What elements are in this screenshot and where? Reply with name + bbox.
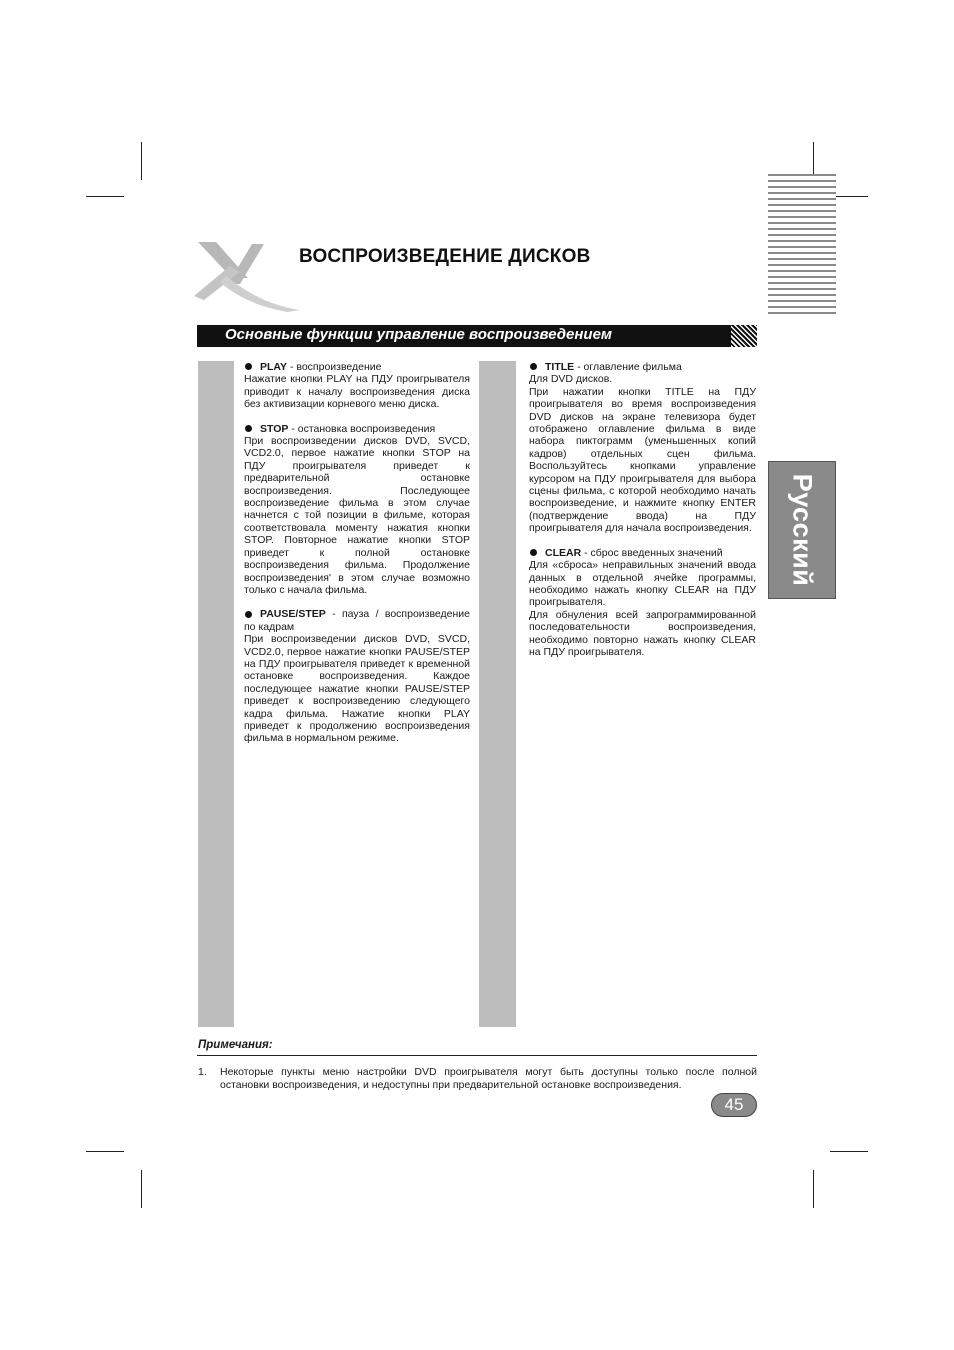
item-body: Нажатие кнопки PLAY на ПДУ проигрывателя приводит к началу воспроизведения диска без активизации корневого меню диска. [244, 373, 470, 411]
left-column [244, 361, 470, 757]
right-column-sidebar [479, 361, 516, 1027]
language-tab [768, 461, 836, 599]
crop-mark [813, 1170, 814, 1208]
item-subtitle: - сброс введенных значений [581, 546, 723, 559]
language-label: Русский [787, 473, 818, 587]
crop-mark [830, 1151, 868, 1152]
crop-mark [141, 142, 142, 180]
notes-divider [197, 1055, 757, 1056]
page-title: ВОСПРОИЗВЕДЕНИЕ ДИСКОВ [299, 246, 591, 267]
x-logo-icon [190, 236, 308, 314]
item-subtitle: - оглавление фильма [574, 361, 682, 373]
pause-step-item [244, 608, 470, 744]
item-keyword: TITLE [545, 361, 575, 373]
decorative-stripes [768, 174, 836, 316]
bullet-icon [245, 363, 252, 370]
crop-mark [86, 196, 124, 197]
left-column-sidebar [198, 361, 234, 1027]
item-subtitle: - воспроизведение [287, 361, 382, 373]
item-body: При воспроизведении дисков DVD, SVCD, VCD2.0, первое нажатие кнопки STOP на ПДУ проигрывателя приведет к предварительной остановке воспроизведения. Последующее воспроизведение фильма в этом случае начнется с той позиции в фильме, которая соответствовала моменту нажатия кнопки STOP. Повторное нажатие кнопки STOP приведет к полной остановке воспроизведения фильма. Продолжение воспроизведения' в этом случае возможно только с начала фильма. [244, 435, 470, 596]
bullet-icon [530, 549, 537, 556]
item-subtitle: - остановка воспроизведения [288, 422, 436, 435]
notes-title: Примечания: [198, 1039, 273, 1051]
item-body: При воспроизведении дисков DVD, SVCD, VCD2.0, первое нажатие кнопки PAUSE/STEP на ПДУ проигрывателя приведет к временной остановке воспроизведения. Каждое последующее нажатие кнопки PAUSE/STEP приведет к воспроизведению следующего кадра фильма. Нажатие кнопки PLAY приведет к продолжению воспроизведения фильма в нормальном режиме. [244, 633, 470, 745]
item-keyword: CLEAR [545, 546, 582, 559]
section-title: Основные функции управление воспроизведением [225, 326, 613, 343]
right-column [529, 361, 756, 670]
section-banner [197, 325, 757, 347]
item-body: Для DVD дисков. При нажатии кнопки TITLE на ПДУ проигрывателя во время воспроизведения DVD дисков на экране телевизора будет отображено оглавление фильма в виде набора пиктограмм (уменьшенных копий кадров) отдельных сцен фильма. Воспользуйтесь кнопками управление курсором на ПДУ проигрывателя для выбора сцены фильма, с которой необходимо начать воспроизведение, и нажмите кнопку ENTER (подтверждение ввода) на ПДУ проигрывателя для начала воспроизведения. [529, 373, 756, 535]
clear-item [529, 547, 756, 659]
item-body: Для «сброса» неправильных значений ввода данных в отдельной ячейке программы, необходимо нажать кнопку CLEAR на ПДУ проигрывателя. Для обнуления всей запрограммированной последовательности воспроизведения, необходимо повторно нажать кнопку CLEAR на ПДУ проигрывателя. [529, 559, 756, 658]
note-text: Некоторые пункты меню настройки DVD проигрывателя могут быть доступны только после полной остановки воспроизведения, и недоступны при предварительной остановке воспроизведения. [220, 1066, 757, 1091]
item-keyword: STOP [260, 422, 289, 435]
crop-mark [141, 1170, 142, 1208]
item-subtitle: - пауза / воспроизведение по кадрам [244, 608, 470, 633]
note-number: 1. [198, 1066, 207, 1078]
play-item [244, 361, 470, 411]
bullet-icon [245, 611, 252, 618]
page-number: 45 [711, 1093, 757, 1117]
bullet-icon [245, 425, 252, 432]
item-keyword: PAUSE/STEP [260, 608, 326, 621]
item-keyword: PLAY [260, 361, 288, 373]
banner-hatch [731, 325, 757, 347]
title-item [529, 361, 756, 535]
stop-item [244, 423, 470, 597]
crop-mark [86, 1151, 124, 1152]
bullet-icon [530, 363, 537, 370]
